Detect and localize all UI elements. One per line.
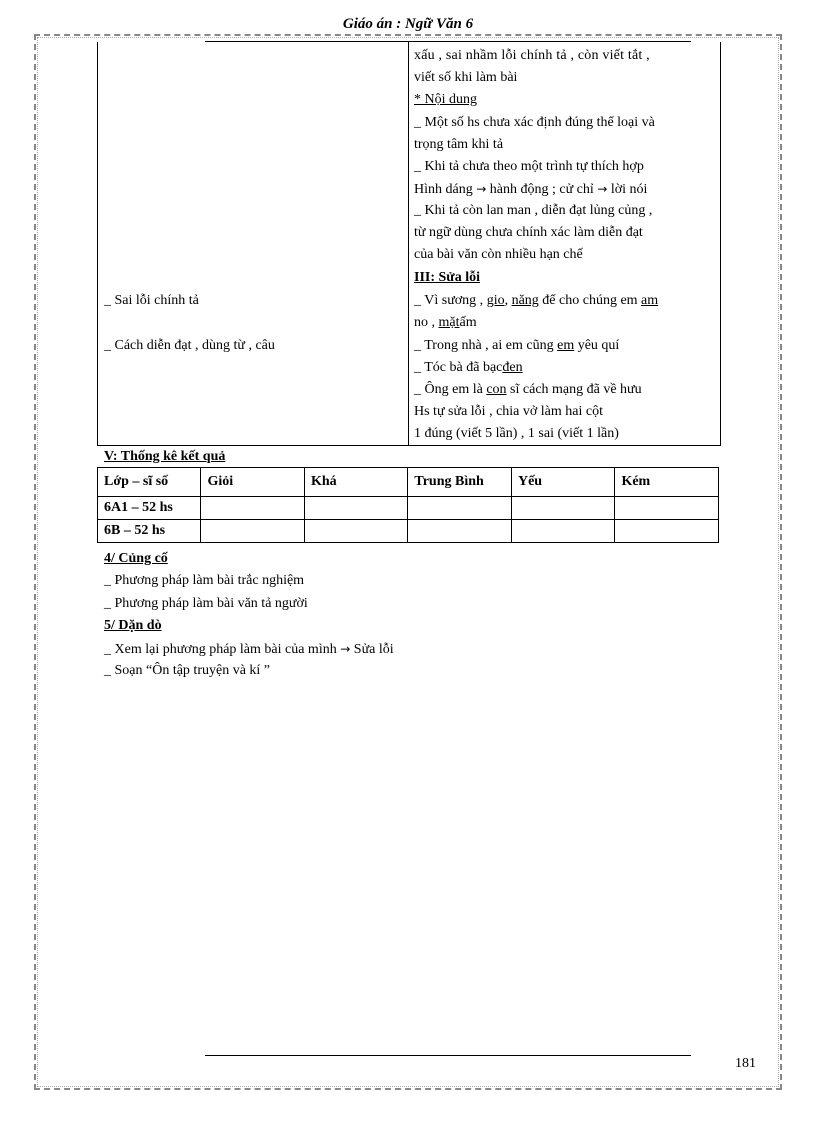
- right-line-4: trọng tâm khi tả: [414, 137, 504, 152]
- right-line-7: _ Khi tả còn lan man , diễn đạt lủng củng ,: [414, 203, 653, 218]
- fix2-em: em: [557, 338, 575, 353]
- table-cell: [408, 497, 512, 520]
- table-cell: [304, 520, 407, 543]
- l6-part-a: Hình dáng: [414, 182, 473, 197]
- right-line-1: xấu , sai nhầm lỗi chính tả , còn viết tắt ,: [414, 48, 650, 63]
- homework-item-1-tail: Sửa lỗi: [353, 642, 394, 657]
- stats-col-gioi: Giỏi: [201, 468, 304, 497]
- fix1-d: ấm: [459, 315, 477, 330]
- right-line-2: viết số khi làm bài: [414, 70, 518, 85]
- table-cell: [511, 497, 614, 520]
- l6-part-c: lời nói: [610, 182, 648, 197]
- fix1-comma: ,: [504, 293, 509, 308]
- content-heading: * Nội dung: [414, 92, 477, 107]
- table-cell: [511, 520, 614, 543]
- arrow-right-icon: →: [597, 182, 608, 196]
- document-header-title: Giáo án : Ngữ Văn 6: [342, 16, 474, 32]
- stats-header-row: [98, 468, 719, 497]
- page-number: 181: [735, 1056, 756, 1071]
- table-cell: [304, 497, 407, 520]
- stats-heading: V: Thống kê kết quả: [104, 449, 226, 464]
- fix1-mat: mặt: [438, 315, 460, 330]
- fix3-a: _ Tóc bà đã bạc: [414, 360, 503, 375]
- right-line-9: của bài văn còn nhiều hạn chế: [414, 247, 583, 262]
- stats-col-kha: Khá: [304, 468, 407, 497]
- right-line-8: từ ngữ dùng chưa chính xác làm diễn đạt: [414, 225, 643, 240]
- arrow-right-icon: →: [340, 642, 351, 656]
- stats-col-class: Lớp – sĩ số: [98, 468, 201, 497]
- fix1-gio: gio: [486, 293, 505, 308]
- table-cell: 6B – 52 hs: [98, 520, 201, 543]
- fix-line-1b: [414, 313, 477, 333]
- stats-col-trung-binh: Trung Bình: [408, 468, 512, 497]
- consolidate-heading: 4/ Củng cố: [104, 551, 168, 566]
- table-cell: [615, 520, 719, 543]
- fix2-a: _ Trong nhà , ai em cũng: [414, 338, 554, 353]
- stats-col-yeu: Yếu: [511, 468, 614, 497]
- homework-item-2: _ Soạn “Ôn tập truyện và kí ”: [104, 663, 271, 678]
- right-line-5: _ Khi tả chưa theo một trình tự thích hợp: [414, 159, 644, 174]
- table-cell: [408, 520, 512, 543]
- fix1-b: để cho chúng em: [542, 293, 638, 308]
- fix-line-1: [414, 291, 658, 311]
- column-divider: [408, 42, 409, 445]
- table-row: [98, 520, 719, 543]
- fix2-b: yêu quí: [577, 338, 620, 353]
- fix-line-4: [414, 380, 642, 400]
- left-expression-error: [104, 336, 275, 356]
- table-cell: 6A1 – 52 hs: [98, 497, 201, 520]
- fix-line-6: 1 đúng (viết 5 lần) , 1 sai (viết 1 lần): [414, 426, 619, 441]
- fix4-a: _ Ông em là: [414, 382, 483, 397]
- table-cell: [201, 497, 304, 520]
- consolidate-item-1: _ Phương pháp làm bài trắc nghiệm: [104, 573, 305, 588]
- consolidate-item-2: _ Phương pháp làm bài văn tả người: [104, 596, 308, 611]
- expression-error-label: _ Cách diễn đạt , dùng từ , câu: [104, 338, 275, 353]
- fix-line-3: [414, 358, 523, 378]
- fix3-den: đen: [502, 360, 523, 375]
- right-line-6: [414, 179, 647, 200]
- fix1-am: am: [641, 293, 659, 308]
- spelling-error-label: _ Sai lỗi chính tả: [104, 293, 199, 308]
- arrow-right-icon: →: [476, 182, 487, 196]
- fix1-nang: năng: [511, 293, 539, 308]
- homework-item-1-text: _ Xem lại phương pháp làm bài của mình: [104, 642, 337, 657]
- fix4-b: sĩ cách mạng đã về hưu: [510, 382, 642, 397]
- stats-col-kem: Kém: [615, 468, 719, 497]
- fix4-con: con: [486, 382, 507, 397]
- left-spelling-error: [104, 291, 199, 311]
- l6-part-b: hành động ; cử chỉ: [489, 182, 594, 197]
- fix-line-2: [414, 336, 619, 356]
- fix-heading: III: Sửa lỗi: [414, 270, 480, 285]
- fix1-a: _ Vì sương ,: [414, 293, 484, 308]
- lesson-table: [97, 42, 721, 446]
- fix1-c: no ,: [414, 315, 435, 330]
- homework-heading: 5/ Dặn dò: [104, 618, 162, 633]
- homework-item-1: [104, 639, 394, 660]
- right-line-3: _ Một số hs chưa xác định đúng thể loại và: [414, 115, 655, 130]
- table-row: [98, 497, 719, 520]
- table-cell: [201, 520, 304, 543]
- fix-line-5: Hs tự sửa lỗi , chia vở làm hai cột: [414, 404, 603, 419]
- table-cell: [615, 497, 719, 520]
- stats-table: [97, 467, 719, 543]
- footer-rule: [205, 1055, 691, 1056]
